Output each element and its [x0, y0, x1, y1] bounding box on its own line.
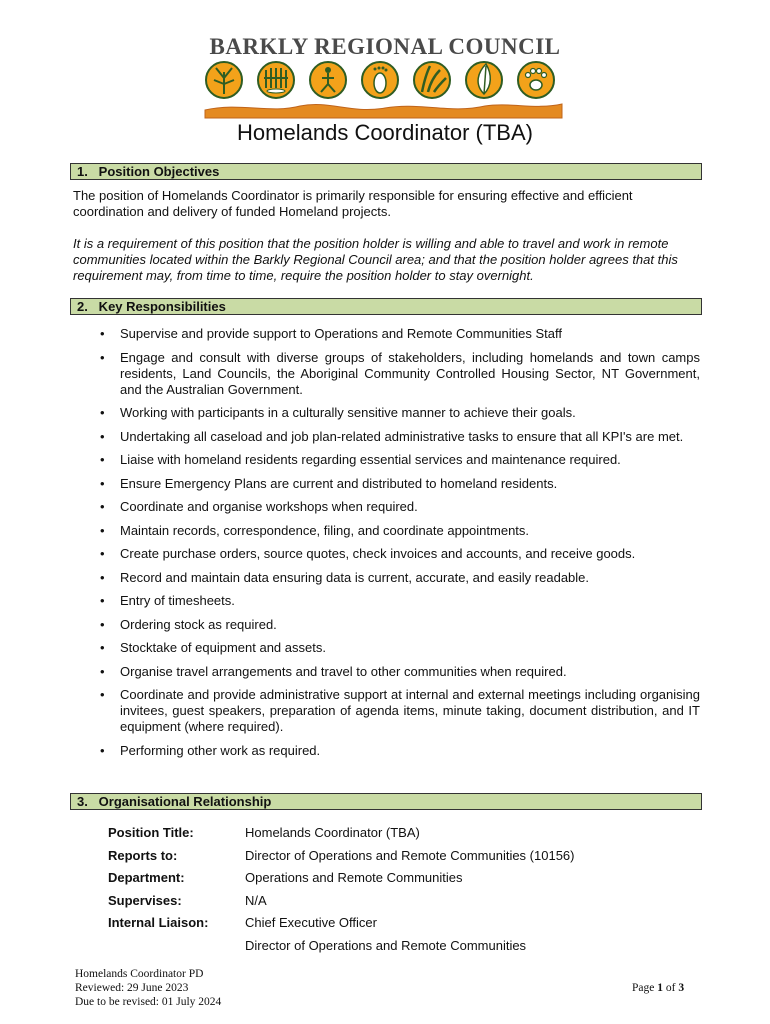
relationship-row	[108, 822, 574, 845]
flower-icon	[206, 62, 242, 98]
leaf-icon	[466, 62, 502, 98]
reports-to-value: Director of Operations and Remote Communities (10156)	[245, 847, 575, 863]
reports-to-label: Reports to:	[108, 847, 178, 863]
org-name: BARKLY REGIONAL COUNCIL	[209, 34, 561, 59]
list-item: • Organise travel arrangements and travel to other communities when required.	[100, 664, 700, 680]
supervises-value: N/A	[245, 892, 267, 908]
internal-liaison-value: Chief Executive Officer	[245, 915, 377, 930]
page-number	[632, 982, 684, 994]
document-title: Homelands Coordinator (TBA)	[237, 120, 533, 145]
logo	[0, 34, 770, 60]
relationship-row	[108, 912, 574, 935]
page-prefix: Page	[632, 982, 658, 994]
relationship-row	[108, 935, 574, 958]
list-item: • Ordering stock as required.	[100, 617, 700, 633]
relationship-row	[108, 890, 574, 913]
list-item: • Liaise with homeland residents regarding essential services and maintenance required.	[100, 452, 700, 468]
page-current: 1	[657, 982, 663, 994]
relationship-row	[108, 845, 574, 868]
person-icon	[310, 62, 346, 98]
list-item: • Performing other work as required.	[100, 743, 700, 759]
position-title-label: Position Title:	[108, 825, 194, 840]
ground-strip	[205, 104, 562, 118]
section-heading-position-objectives: 1. Position Objectives	[70, 163, 702, 180]
department-value: Operations and Remote Communities	[245, 870, 463, 885]
list-item: • Maintain records, correspondence, filing, and coordinate appointments.	[100, 523, 700, 539]
pawprint-icon	[518, 62, 554, 98]
section-heading-key-responsibilities: 2. Key Responsibilities	[70, 298, 702, 315]
relationship-table	[108, 822, 574, 957]
responsibilities-list	[100, 326, 700, 766]
list-item: • Entry of timesheets.	[100, 593, 700, 609]
objectives-paragraph: The position of Homelands Coordinator is primarily responsible for ensuring effective and efficient coordination and delivery of funded Homeland projects.	[73, 188, 633, 219]
internal-liaison-label-continued	[108, 935, 245, 958]
footer-doc-name: Homelands Coordinator PD	[75, 968, 204, 980]
internal-liaison-label: Internal Liaison:	[108, 915, 209, 930]
footer	[75, 967, 221, 1009]
list-item: • Working with participants in a culturally sensitive manner to achieve their goals.	[100, 405, 700, 421]
section-heading-organisational-relationship: 3. Organisational Relationship	[70, 793, 702, 810]
list-item: • Ensure Emergency Plans are current and distributed to homeland residents.	[100, 476, 700, 492]
list-item: • Record and maintain data ensuring data is current, accurate, and easily readable.	[100, 570, 700, 586]
internal-liaison-value-2: Director of Operations and Remote Communities	[245, 937, 527, 953]
list-item: • Undertaking all caseload and job plan-related administrative tasks to ensure that all KPI's are met.	[100, 429, 700, 445]
logo-emblem	[200, 58, 570, 122]
supervises-label: Supervises:	[108, 892, 182, 908]
list-item: • Engage and consult with diverse groups of stakeholders, including homelands and town camps residents, Land Councils, the Aboriginal Community Controlled Housing Sector, NT Government, and the Australian Government.	[100, 350, 700, 398]
page-total: 3	[678, 982, 685, 994]
footer-revision-due: Due to be revised: 01 July 2024	[75, 996, 222, 1008]
list-item: • Stocktake of equipment and assets.	[100, 640, 700, 656]
list-item: • Supervise and provide support to Operations and Remote Communities Staff	[100, 326, 700, 342]
list-item: • Create purchase orders, source quotes, check invoices and accounts, and receive goods.	[100, 546, 700, 562]
fence-icon	[258, 62, 294, 98]
list-item: • Coordinate and provide administrative support at internal and external meetings including organising invitees, guest speakers, preparation of agenda items, minute taking, document distribution, and IT equipment (where required).	[100, 687, 700, 735]
grass-icon	[414, 62, 450, 98]
department-label: Department:	[108, 870, 185, 885]
position-title-value: Homelands Coordinator (TBA)	[245, 825, 420, 840]
list-item: • Coordinate and organise workshops when required.	[100, 499, 700, 515]
footprint-icon	[362, 62, 398, 98]
page-of: of	[662, 982, 679, 994]
relationship-row	[108, 867, 574, 890]
footer-reviewed: Reviewed: 29 June 2023	[75, 982, 189, 994]
travel-requirement-paragraph: It is a requirement of this position that the position holder is willing and able to travel and work in remote communities located within the Barkly Regional Council area; and that the position holder agrees that this requirement may, from time to time, require the position holder to stay overnight.	[73, 236, 678, 283]
